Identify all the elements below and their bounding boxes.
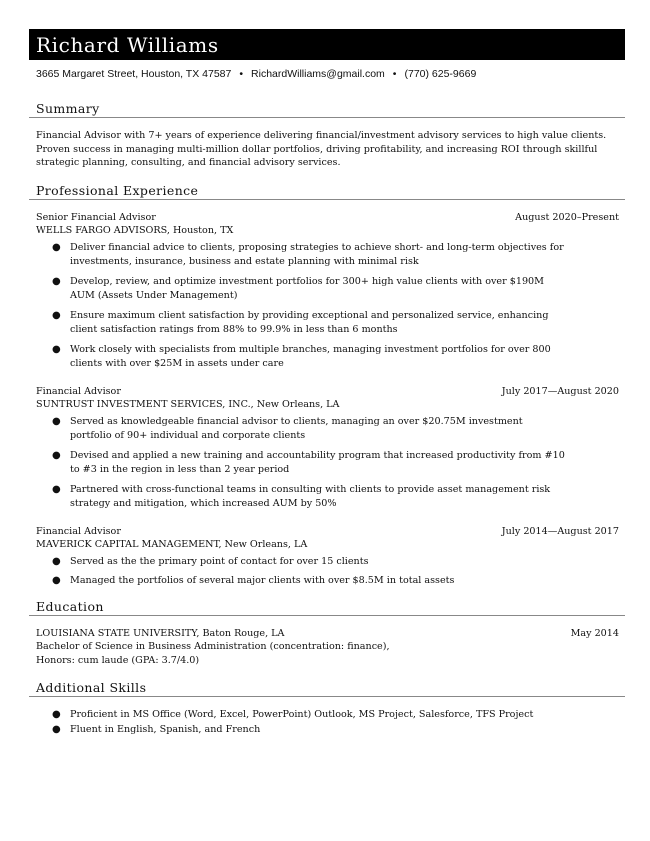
bullet-icon: ●: [52, 275, 61, 287]
bullet-icon: ●: [52, 709, 61, 720]
education-entry: [29, 627, 625, 668]
list-item: ● Served as the the primary point of contact for over 15 clients: [29, 555, 625, 570]
job-header: [29, 385, 625, 399]
degree: Bachelor of Science in Business Administration (concentration: finance),: [36, 641, 390, 652]
skills-list: [29, 708, 625, 737]
honors: Honors: cum laude (GPA: 3.7/4.0): [36, 654, 200, 666]
bullet-icon: ●: [52, 309, 61, 321]
address: 3665 Margaret Street, Houston, TX 47587: [36, 68, 232, 80]
list-item: ● Work closely with specialists from multiple branches, managing investment portfolios for over 800 clients with over $25M in assets under care: [52, 343, 551, 369]
list-item: ● Partnered with cross-functional teams in consulting with clients to provide asset management risk strategy and mitigation, which increased AUM by 50%: [52, 483, 551, 509]
job-entry: [29, 385, 625, 512]
job-role: Senior Financial Advisor: [36, 211, 156, 223]
list-item: ● Served as knowledgeable financial advisor to clients, managing an over $20.75M investment portfolio of 90+ individual and corporate clients: [52, 415, 523, 441]
separator-dot: •: [239, 68, 244, 80]
list-item: ● Proficient in MS Office (Word, Excel, PowerPoint) Outlook, MS Project, Salesforce, TFS Project: [29, 708, 625, 723]
section-title-skills: Additional Skills: [29, 680, 625, 697]
section-title-education: Education: [29, 599, 625, 616]
job-bullets: [29, 555, 625, 589]
education-header: [29, 627, 625, 641]
email: RichardWilliams@gmail.com: [251, 68, 385, 80]
section-title-experience: Professional Experience: [29, 183, 625, 200]
bullet-icon: ●: [52, 555, 61, 567]
list-item: ● Managed the portfolios of several major clients with over $8.5M in total assets: [29, 574, 625, 589]
job-bullets: [29, 415, 625, 512]
job-role: Financial Advisor: [36, 385, 121, 397]
contact-line: [29, 68, 625, 80]
bullet-icon: ●: [52, 449, 61, 461]
job-role: Financial Advisor: [36, 525, 121, 537]
job-entry: [29, 525, 625, 589]
job-bullets: [29, 241, 625, 372]
school-name: LOUISIANA STATE UNIVERSITY, Baton Rouge, LA: [36, 627, 285, 639]
list-item: ● Devised and applied a new training and accountability program that increased productivity from #10 to #3 in the region in less than 2 year period: [52, 449, 565, 475]
job-entry: [29, 211, 625, 372]
separator-dot: •: [392, 68, 397, 80]
job-employer: SUNTRUST INVESTMENT SERVICES, INC., New Orleans, LA: [36, 399, 340, 410]
job-dates: July 2014—August 2017: [501, 525, 619, 537]
bullet-icon: ●: [52, 483, 61, 495]
job-employer: WELLS FARGO ADVISORS, Houston, TX: [36, 225, 234, 236]
name-banner: [29, 29, 625, 60]
job-employer: MAVERICK CAPITAL MANAGEMENT, New Orleans, LA: [36, 539, 308, 550]
graduation-date: May 2014: [570, 627, 619, 639]
job-dates: July 2017—August 2020: [501, 385, 619, 397]
list-item: ● Develop, review, and optimize investment portfolios for 300+ high value clients with over $190M AUM (Assets Under Management): [52, 275, 544, 301]
phone: (770) 625-9669: [404, 68, 477, 80]
bullet-icon: ●: [52, 575, 61, 586]
bullet-icon: ●: [52, 241, 61, 253]
candidate-name: Richard Williams: [36, 32, 219, 57]
list-item: ● Deliver financial advice to clients, proposing strategies to achieve short- and long-term objectives for investments, insurance, business and estate planning with minimal risk: [52, 241, 564, 267]
bullet-icon: ●: [52, 343, 61, 355]
summary-text: Financial Advisor with 7+ years of experience delivering financial/investment advisory services to high value clients. Proven success in managing multi-million dollar portfolios, driving profitability, and increasing ROI through skillful strategic planning, consulting, and financial advisory services.: [36, 130, 607, 168]
bullet-icon: ●: [52, 415, 61, 427]
list-item: ● Ensure maximum client satisfaction by providing exceptional and personalized service, enhancing client satisfaction ratings from 88% to 99.9% in less than 6 months: [52, 309, 549, 335]
job-header: [29, 525, 625, 539]
resume-page: [29, 29, 625, 737]
job-header: [29, 211, 625, 225]
list-item: ● Fluent in English, Spanish, and French: [29, 723, 625, 738]
job-dates: August 2020–Present: [515, 211, 619, 223]
section-title-summary: Summary: [29, 101, 625, 118]
bullet-icon: ●: [52, 723, 61, 735]
